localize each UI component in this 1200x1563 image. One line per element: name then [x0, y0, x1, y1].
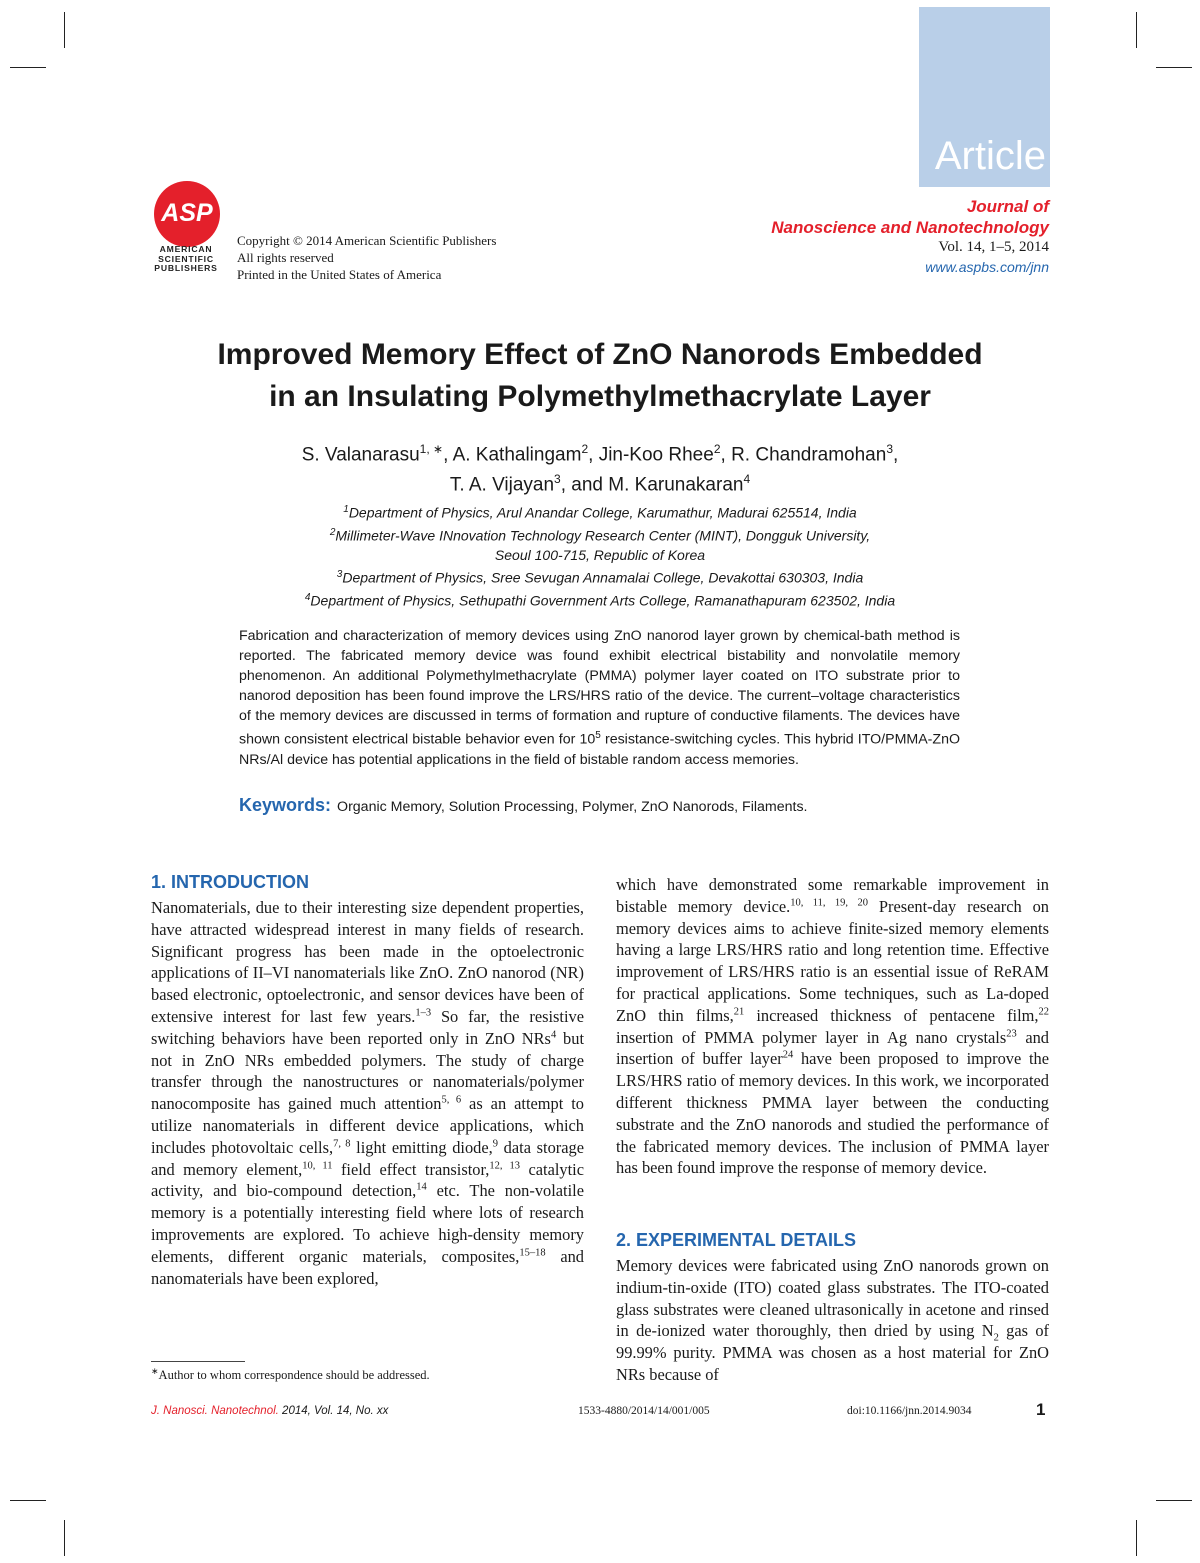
affiliation-text: Millimeter-Wave INnovation Technology Research Center (MINT), Dongguk University, — [335, 527, 871, 544]
crop-mark — [1136, 1520, 1137, 1556]
publisher-logo-circle — [154, 181, 220, 247]
copyright-notice — [237, 232, 496, 283]
citation-ref[interactable]: 1–3 — [415, 1007, 432, 1019]
journal-volume: Vol. 14, 1–5, 2014 — [938, 239, 1049, 255]
citation-ref[interactable]: 5, 6 — [441, 1094, 462, 1106]
crop-mark — [1156, 1500, 1192, 1501]
footer-doi[interactable]: doi:10.1166/jnn.2014.9034 — [847, 1405, 972, 1417]
affiliation — [100, 523, 1100, 546]
abstract-text: resistance-switching cycles. This hybrid ITO/PMMA-ZnO NRs/Al device has potential applications in the field of bistable random access memories. — [239, 731, 961, 768]
citation-ref[interactable]: 21 — [733, 1006, 745, 1018]
author-affiliation-marker: 2 — [713, 442, 721, 456]
copyright-line: Copyright © 2014 American Scientific Publishers — [237, 233, 497, 248]
author-affiliation-marker: 1, ∗ — [419, 442, 444, 456]
crop-mark — [1156, 67, 1192, 68]
abstract-exponent: 5 — [595, 730, 601, 741]
article-type-tab — [919, 7, 1050, 187]
publisher-name-line: PUBLISHERS — [154, 263, 218, 274]
footnote — [151, 1366, 430, 1383]
publisher-name-line: AMERICAN — [159, 244, 213, 254]
affiliation-number: 2 — [329, 526, 336, 538]
publisher-logo — [150, 181, 224, 277]
title-line: Improved Memory Effect of ZnO Nanorods Embedded — [217, 338, 983, 371]
affiliation — [100, 565, 1100, 588]
affiliation-text: Department of Physics, Arul Anandar College, Karumathur, Madurai 625514, India — [348, 504, 857, 521]
experimental-text: Memory devices were fabricated using ZnO nanorods grown on indium-tin-oxide (ITO) coated glass substrates. The ITO-coated glass substrates were cleaned ultrasonically in acetone and rinsed in de-ionized water thoroughly, then dried by using $N_2$ gas of 99.99% purity. PMMA was chosen as a host material for ZnO NRs because of — [616, 1256, 1049, 1384]
keywords-label: Keywords: — [239, 795, 332, 815]
affiliation-list — [100, 500, 1100, 611]
citation-ref[interactable]: 15–18 — [519, 1247, 546, 1259]
crop-mark — [64, 1520, 65, 1556]
author-list: S. Valanarasu$^{1, ∗}$, A. Kathalingam$^2$, Jin-Koo Rhee$^2$, R. Chandramohan$^3$, T. A. Vijayan$^3$, and M. Karunakaran$^4$ — [301, 442, 899, 496]
footer-issn-code: 1533-4880/2014/14/001/005 — [578, 1405, 710, 1417]
page-number: 1 — [1036, 1400, 1046, 1419]
paper-title — [100, 334, 1100, 418]
citation-ref[interactable]: 9 — [492, 1138, 498, 1150]
footnote-marker: ∗ — [151, 1366, 159, 1376]
affiliation-number: 3 — [336, 569, 343, 581]
title-line: in an Insulating Polymethylmethacrylate Layer — [269, 380, 931, 413]
abstract — [239, 626, 960, 770]
author-affiliation-marker: 2 — [581, 442, 589, 456]
affiliation-text: Seoul 100-715, Republic of Korea — [494, 547, 706, 564]
author-affiliation-marker: 3 — [554, 472, 561, 487]
affiliation — [100, 588, 1100, 611]
footnote-divider — [151, 1361, 245, 1362]
affiliation-text: Department of Physics, Sethupathi Government Arts College, Ramanathapuram 623502, India — [310, 592, 896, 609]
footer-issue: 2014, Vol. 14, No. xx — [278, 1405, 389, 1417]
affiliation-text: Department of Physics, Sree Sevugan Annamalai College, Devakottai 630303, India — [342, 569, 864, 586]
footer-citation — [151, 1405, 388, 1417]
citation-ref[interactable]: 23 — [1006, 1028, 1017, 1040]
article-type-label: Article — [934, 134, 1046, 178]
citation-ref[interactable]: 22 — [1038, 1006, 1050, 1018]
author-affiliation-marker: 4 — [743, 472, 751, 487]
publisher-name-line: SCIENTIFIC — [158, 253, 214, 264]
author-name: Jin-Koo Rhee — [598, 444, 714, 466]
citation-ref[interactable]: 12, 13 — [489, 1160, 521, 1172]
copyright-line: Printed in the United States of America — [237, 267, 442, 282]
section-heading-introduction: 1. INTRODUCTION — [151, 872, 310, 892]
footer-journal-abbrev: J. Nanosci. Nanotechnol. — [151, 1405, 279, 1417]
citation-ref[interactable]: 14 — [416, 1181, 427, 1193]
citation-ref[interactable]: 24 — [782, 1049, 794, 1061]
author-affiliation-marker: 3 — [886, 442, 894, 456]
keywords — [239, 795, 960, 816]
affiliation — [100, 500, 1100, 523]
citation-ref[interactable]: 7, 8 — [333, 1138, 351, 1150]
footnote-text: Author to whom correspondence should be addressed. — [158, 1368, 430, 1383]
crop-mark — [64, 12, 65, 48]
affiliation-number: 1 — [343, 504, 349, 515]
author-name: S. Valanarasu — [301, 444, 420, 466]
abstract-text: Fabrication and characterization of memory devices using ZnO nanorod layer grown by chemical-bath method is reported. The fabricated memory device was found exhibit electrical bistability and nonvolatile memory phenomenon. An additional Polymethylmethacrylate (PMMA) polymer layer coated on ITO substrate prior to nanorod deposition has been found improve the LRS/HRS ratio of the device. The current–voltage characteristics of the memory devices are discussed in terms of formation and rupture of conductive filaments. The devices have shown consistent electrical bistable behavior even for 10 — [239, 628, 960, 748]
author-name: R. Chandramohan — [731, 444, 887, 466]
publisher-logo-text: ASP — [161, 199, 213, 227]
journal-name-line1: Journal of — [966, 197, 1049, 216]
crop-mark — [10, 1500, 46, 1501]
affiliation — [100, 545, 1100, 565]
introduction-text: Nanomaterials, due to their interesting size dependent properties, have attracted widespread interest in many fields of research. Significant progress has been made in the optoelectronic applications of II–VI nanomaterials like ZnO. ZnO nanorod (NR) based electronic, optoelectronic, and sensor devices have been of extensive interest for last few years.$^{1-3}$ So far, the resistive switching behaviors have been reported only in ZnO NRs$^4$ but not in ZnO NRs embedded polymers. The study of charge transfer through the nanostructures or nanomaterials/polymer nanocomposite has gained much attention$^{5, 6}$ as an attempt to utilize nanomaterials in different device applications, which includes photovoltaic cells,$^{7, 8}$ light emitting diode,$^9$ data storage and memory element,$^{10, 11}$ field effect transistor,$^{12, 13}$ catalytic activity, and bio-compound detection,$^{14}$ etc. The non-volatile memory is a potentially interesting field where lots of research improvements are explored. To achieve high-density memory elements, different organic materials, composites,$^{15-18}$ and nanomaterials have been explored, — [151, 898, 585, 1288]
section-heading-experimental: 2. EXPERIMENTAL DETAILS — [616, 1230, 857, 1250]
citation-ref[interactable]: 10, 11, 19, 20 — [790, 897, 868, 909]
keywords-text: Organic Memory, Solution Processing, Polymer, ZnO Nanorods, Filaments. — [337, 799, 808, 815]
crop-mark — [1136, 12, 1137, 48]
citation-ref[interactable]: 4 — [550, 1029, 557, 1041]
journal-name-line2: Nanoscience and Nanotechnology — [771, 218, 1049, 237]
author-name: A. Kathalingam — [452, 444, 582, 466]
affiliation-number: 4 — [304, 591, 311, 603]
journal-url-link[interactable]: www.aspbs.com/jnn — [925, 259, 1049, 275]
author-name: M. Karunakaran — [608, 474, 744, 496]
author-name: T. A. Vijayan — [449, 474, 555, 496]
crop-mark — [10, 67, 46, 68]
introduction-continued-text: which have demonstrated some remarkable improvement in bistable memory device.$^{10, 11, 19, 20}$ Present-day research on memory devices aims to achieve finite-sized memory elements having a large LRS/HRS ratio and long retention time. Effective improvement of LRS/HRS ratio is an essential issue of ReRAM for practical applications. Some techniques, such as La-doped ZnO thin films,$^{21}$ increased thickness of pentacene film,$^{22}$ insertion of PMMA polymer layer in Ag nano crystals$^{23}$ and insertion of buffer layer$^{24}$ have been proposed to improve the LRS/HRS ratio of memory devices. In this work, we incorporated different thickness PMMA layer between the conducting substrate and the ZnO nanorods and studied the performance of the fabricated memory devices. The inclusion of PMMA layer has been found improve the response of memory device. — [616, 875, 1050, 1178]
citation-ref[interactable]: 10, 11 — [302, 1160, 333, 1172]
copyright-line: All rights reserved — [237, 250, 334, 265]
journal-info — [771, 196, 1049, 277]
publisher-name — [146, 245, 226, 274]
